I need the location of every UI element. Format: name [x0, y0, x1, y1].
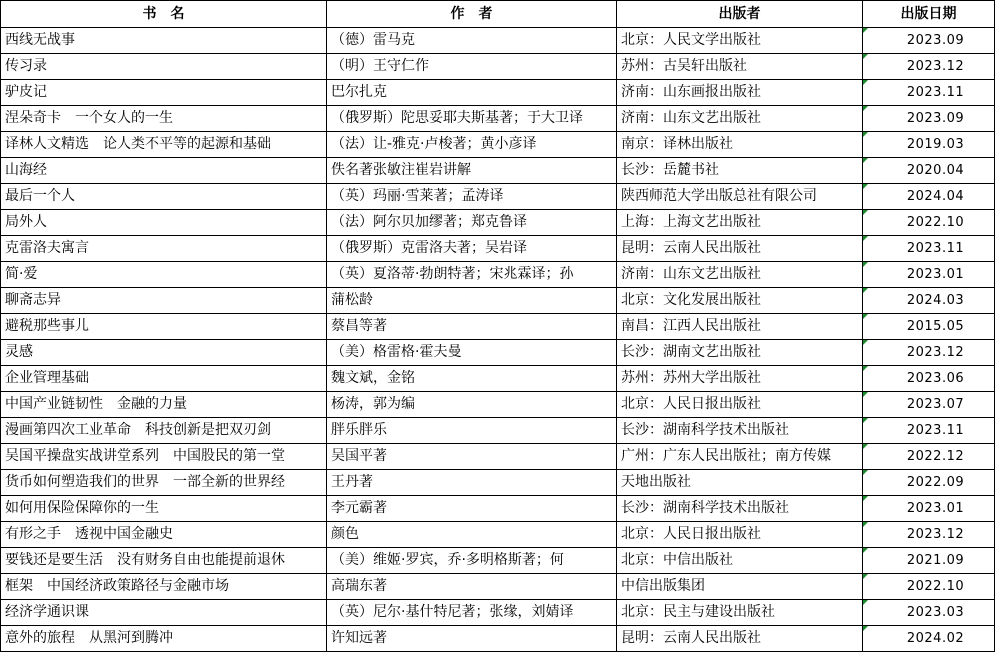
cell-title[interactable]: 框架 中国经济政策路径与金融市场 — [1, 574, 327, 600]
cell-publisher[interactable]: 中信出版集团 — [617, 574, 863, 600]
cell-author[interactable]: 佚名著张敏注崔岩讲解 — [327, 158, 617, 184]
cell-title[interactable]: 简·爱 — [1, 262, 327, 288]
table-row — [1, 158, 995, 184]
cell-publisher[interactable]: 南昌：江西人民出版社 — [617, 314, 863, 340]
cell-publisher[interactable]: 广州：广东人民出版社；南方传媒 — [617, 444, 863, 470]
cell-publisher[interactable]: 长沙：湖南文艺出版社 — [617, 340, 863, 366]
cell-author[interactable]: 蔡昌等著 — [327, 314, 617, 340]
cell-title[interactable]: 传习录 — [1, 54, 327, 80]
cell-date[interactable]: 2023.12 — [863, 340, 995, 366]
cell-publisher[interactable]: 长沙：岳麓书社 — [617, 158, 863, 184]
cell-date[interactable]: 2024.02 — [863, 626, 995, 652]
cell-title[interactable]: 吴国平操盘实战讲堂系列 中国股民的第一堂 — [1, 444, 327, 470]
cell-date[interactable]: 2023.09 — [863, 28, 995, 54]
cell-publisher[interactable]: 北京：人民日报出版社 — [617, 392, 863, 418]
cell-title[interactable]: 企业管理基础 — [1, 366, 327, 392]
cell-publisher[interactable]: 长沙：湖南科学技术出版社 — [617, 496, 863, 522]
cell-author[interactable]: 高瑞东著 — [327, 574, 617, 600]
cell-title[interactable]: 中国产业链韧性 金融的力量 — [1, 392, 327, 418]
cell-title[interactable]: 译林人文精选 论人类不平等的起源和基础 — [1, 132, 327, 158]
cell-publisher[interactable]: 北京：人民日报出版社 — [617, 522, 863, 548]
cell-title[interactable]: 漫画第四次工业革命 科技创新是把双刃剑 — [1, 418, 327, 444]
cell-date[interactable]: 2023.06 — [863, 366, 995, 392]
cell-publisher[interactable]: 长沙：湖南科学技术出版社 — [617, 418, 863, 444]
cell-author[interactable]: （英）玛丽·雪莱著；孟涛译 — [327, 184, 617, 210]
cell-publisher[interactable]: 上海：上海文艺出版社 — [617, 210, 863, 236]
cell-publisher[interactable]: 南京：译林出版社 — [617, 132, 863, 158]
table-row — [1, 262, 995, 288]
cell-author[interactable]: （明）王守仁作 — [327, 54, 617, 80]
cell-author[interactable]: （法）阿尔贝加缪著；郑克鲁译 — [327, 210, 617, 236]
table-row — [1, 600, 995, 626]
cell-publisher[interactable]: 北京：文化发展出版社 — [617, 288, 863, 314]
cell-publisher[interactable]: 北京：人民文学出版社 — [617, 28, 863, 54]
cell-publisher[interactable]: 陕西师范大学出版总社有限公司 — [617, 184, 863, 210]
cell-date[interactable]: 2019.03 — [863, 132, 995, 158]
cell-publisher[interactable]: 济南：山东画报出版社 — [617, 80, 863, 106]
cell-author[interactable]: （英）尼尔·基什特尼著；张缘，刘婧译 — [327, 600, 617, 626]
table-row — [1, 548, 995, 574]
cell-date[interactable]: 2023.07 — [863, 392, 995, 418]
cell-date[interactable]: 2022.10 — [863, 210, 995, 236]
header-author[interactable]: 作 者 — [327, 1, 617, 28]
cell-title[interactable]: 西线无战事 — [1, 28, 327, 54]
cell-date[interactable]: 2023.09 — [863, 106, 995, 132]
cell-title[interactable]: 山海经 — [1, 158, 327, 184]
cell-title[interactable]: 经济学通识课 — [1, 600, 327, 626]
cell-author[interactable]: （俄罗斯）克雷洛夫著；吴岩译 — [327, 236, 617, 262]
cell-date[interactable]: 2023.11 — [863, 236, 995, 262]
cell-author[interactable]: 吴国平著 — [327, 444, 617, 470]
table-row — [1, 522, 995, 548]
table-row — [1, 210, 995, 236]
cell-author[interactable]: 李元霸著 — [327, 496, 617, 522]
cell-author[interactable]: （英）夏洛蒂·勃朗特著；宋兆霖译；孙 — [327, 262, 617, 288]
cell-publisher[interactable]: 昆明：云南人民出版社 — [617, 626, 863, 652]
cell-author[interactable]: 颜色 — [327, 522, 617, 548]
table-row — [1, 340, 995, 366]
cell-title[interactable]: 货币如何塑造我们的世界 一部全新的世界经 — [1, 470, 327, 496]
table-body — [1, 28, 995, 652]
cell-date[interactable]: 2023.11 — [863, 80, 995, 106]
cell-title[interactable]: 聊斋志异 — [1, 288, 327, 314]
cell-title[interactable]: 驴皮记 — [1, 80, 327, 106]
cell-author[interactable]: 杨涛，郭为编 — [327, 392, 617, 418]
cell-date[interactable]: 2021.09 — [863, 548, 995, 574]
table-row — [1, 470, 995, 496]
cell-title[interactable]: 意外的旅程 从黑河到腾冲 — [1, 626, 327, 652]
cell-date[interactable]: 2023.12 — [863, 54, 995, 80]
cell-date[interactable]: 2022.09 — [863, 470, 995, 496]
table-row — [1, 236, 995, 262]
cell-title[interactable]: 涅朵奇卡 一个女人的一生 — [1, 106, 327, 132]
cell-date[interactable]: 2022.10 — [863, 574, 995, 600]
cell-title[interactable]: 避税那些事儿 — [1, 314, 327, 340]
table-row — [1, 288, 995, 314]
cell-publisher[interactable]: 济南：山东文艺出版社 — [617, 262, 863, 288]
table-row — [1, 418, 995, 444]
cell-title[interactable]: 局外人 — [1, 210, 327, 236]
table-row — [1, 106, 995, 132]
cell-publisher[interactable]: 苏州：苏州大学出版社 — [617, 366, 863, 392]
table-row — [1, 574, 995, 600]
header-title[interactable]: 书 名 — [1, 1, 327, 28]
table-row — [1, 184, 995, 210]
cell-author[interactable]: （美）格雷格·霍夫曼 — [327, 340, 617, 366]
cell-publisher[interactable]: 北京：民主与建设出版社 — [617, 600, 863, 626]
cell-title[interactable]: 灵感 — [1, 340, 327, 366]
table-row — [1, 496, 995, 522]
cell-date[interactable]: 2023.12 — [863, 522, 995, 548]
header-row — [1, 1, 995, 28]
cell-author[interactable]: （美）维姬·罗宾，乔·多明格斯著；何 — [327, 548, 617, 574]
cell-date[interactable]: 2023.01 — [863, 496, 995, 522]
cell-author[interactable]: （法）让-雅克·卢梭著；黄小彦译 — [327, 132, 617, 158]
cell-author[interactable]: （俄罗斯）陀思妥耶夫斯基著；于大卫译 — [327, 106, 617, 132]
cell-title[interactable]: 克雷洛夫寓言 — [1, 236, 327, 262]
cell-author[interactable]: 胖乐胖乐 — [327, 418, 617, 444]
cell-date[interactable]: 2020.04 — [863, 158, 995, 184]
cell-title[interactable]: 如何用保险保障你的一生 — [1, 496, 327, 522]
cell-publisher[interactable]: 昆明：云南人民出版社 — [617, 236, 863, 262]
cell-title[interactable]: 要钱还是要生活 没有财务自由也能提前退休 — [1, 548, 327, 574]
cell-publisher[interactable]: 北京：中信出版社 — [617, 548, 863, 574]
cell-publisher[interactable]: 济南：山东文艺出版社 — [617, 106, 863, 132]
cell-author[interactable]: 王丹著 — [327, 470, 617, 496]
table-row — [1, 80, 995, 106]
table-row — [1, 444, 995, 470]
table-row — [1, 626, 995, 652]
table-row — [1, 392, 995, 418]
cell-publisher[interactable]: 天地出版社 — [617, 470, 863, 496]
cell-author[interactable]: （德）雷马克 — [327, 28, 617, 54]
table-row — [1, 314, 995, 340]
cell-author[interactable]: 蒲松龄 — [327, 288, 617, 314]
table-row — [1, 28, 995, 54]
cell-date[interactable]: 2022.12 — [863, 444, 995, 470]
cell-author[interactable]: 许知远著 — [327, 626, 617, 652]
header-date[interactable]: 出版日期 — [863, 1, 995, 28]
cell-date[interactable]: 2023.03 — [863, 600, 995, 626]
table-row — [1, 132, 995, 158]
cell-date[interactable]: 2024.04 — [863, 184, 995, 210]
cell-title[interactable]: 有形之手 透视中国金融史 — [1, 522, 327, 548]
cell-date[interactable]: 2015.05 — [863, 314, 995, 340]
cell-publisher[interactable]: 苏州：古吴轩出版社 — [617, 54, 863, 80]
header-publisher[interactable]: 出版者 — [617, 1, 863, 28]
cell-date[interactable]: 2024.03 — [863, 288, 995, 314]
table-row — [1, 366, 995, 392]
cell-date[interactable]: 2023.11 — [863, 418, 995, 444]
table-row — [1, 54, 995, 80]
cell-title[interactable]: 最后一个人 — [1, 184, 327, 210]
cell-author[interactable]: 巴尔扎克 — [327, 80, 617, 106]
cell-date[interactable]: 2023.01 — [863, 262, 995, 288]
cell-author[interactable]: 魏文斌，金铭 — [327, 366, 617, 392]
